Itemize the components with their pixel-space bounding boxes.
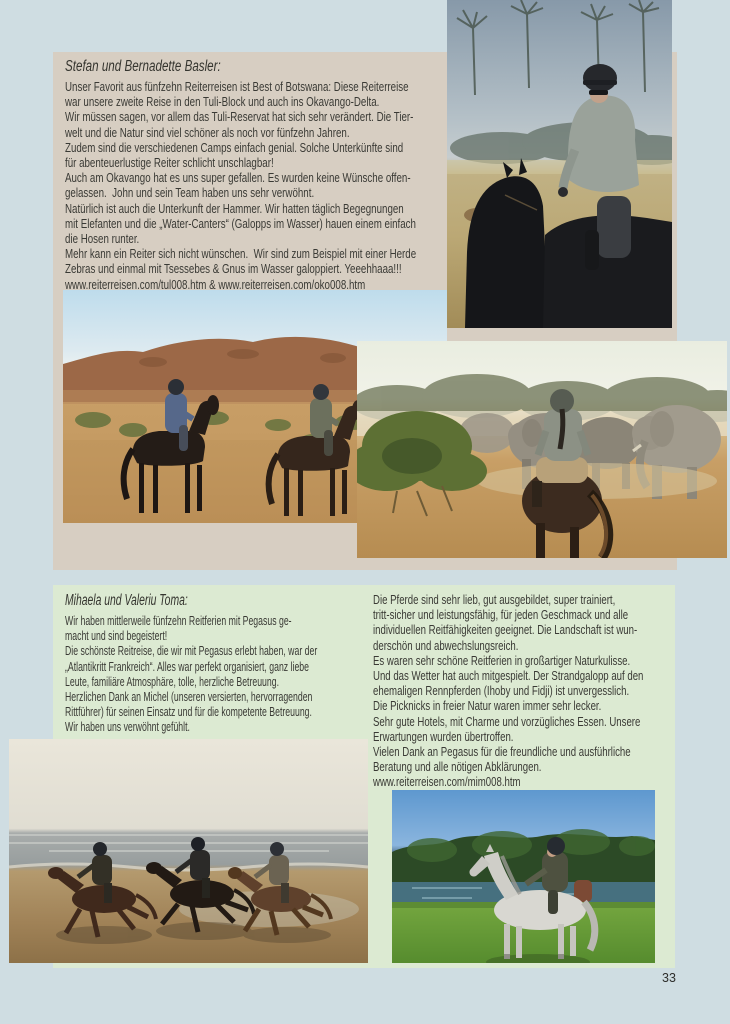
toma-url-link[interactable]: www.reiterreisen.com/mim008.htm: [373, 774, 521, 790]
body-line: Auch am Okavango hat es uns super gefallen. Es wurden keine Wünsche offen-: [65, 170, 411, 186]
body-line: derschön und abwechslungsreich.: [373, 637, 519, 653]
body-line: Die Pferde sind sehr lieb, gut ausgebildet, super trainiert,: [373, 592, 616, 607]
testimonial-toma-right-column: [373, 592, 643, 790]
body-line: Rittführer) für seinen Einsatz und für die kompetente Betreuung.: [65, 704, 312, 720]
body-line: tritt-sicher und leistungsfähig, für jeden Geschmack und alle: [373, 607, 629, 623]
body-line: Vielen Dank an Pegasus für die freundliche und ausführliche: [373, 744, 631, 760]
body-line: welt und die Natur sind viel schöner als noch vor fünfzehn Jahren.: [65, 124, 350, 140]
body-line: Leute, familiäre Atmosphäre, tolle, herzliche Betreuung.: [65, 673, 280, 689]
testimonial-botswana: [65, 58, 416, 292]
body-line: gelassen. John und sein Team haben uns sehr verwöhnt.: [65, 185, 315, 201]
body-line: Unser Favorit aus fünfzehn Reiterreisen ist Best of Botswana: Diese Reiterreise: [65, 79, 409, 94]
body-line: individuellen Reitfähigkeiten geeignet. Die Landschaft ist wun-: [373, 622, 638, 638]
testimonial-botswana-heading: Stefan und Bernadette Basler:: [65, 58, 221, 75]
elephant-encounter-photo: [357, 341, 727, 558]
body-line: macht und sind begeistert!: [65, 628, 168, 644]
body-line: Zebras und einmal mit Tsessebes & Gnus im Wasser galoppiert. Yeeehhaaa!!!: [65, 261, 402, 277]
body-line: ehemaligen Rennpferden (Ihoby und Fidji) ist unvergesslich.: [373, 683, 630, 699]
body-line: Herzlichen Dank an Michel (unseren versierten, hervorragenden: [65, 689, 313, 705]
lake-grey-horse-photo: [392, 790, 655, 963]
body-line: Und das Wetter hat auch mitgespielt. Der Strandgalopp auf den: [373, 668, 644, 684]
body-line: Wir haben uns verwöhnt gefühlt.: [65, 719, 190, 735]
black-horse-portrait-photo: [447, 0, 672, 328]
body-line: Mehr kann ein Reiter sich nicht wünschen. Wir sind zum Beispiel mit einer Herde: [65, 246, 417, 262]
testimonial-toma-left-column: [65, 592, 317, 735]
body-line: Sehr gute Hotels, mit Charme und vorzügliches Essen. Unsere: [373, 713, 641, 729]
beach-gallop-photo: [9, 739, 368, 963]
body-line: Erwartungen wurden übertroffen.: [373, 728, 514, 744]
body-line: war unsere zweite Reise in den Tuli-Block und auch ins Okavango-Delta.: [65, 94, 380, 110]
body-line: Wir haben mittlerweile fünfzehn Reitferien mit Pegasus ge-: [65, 613, 292, 628]
body-line: mit Elefanten und die „Water-Canters“ (Galopps im Wasser) hauen einem einfach: [65, 215, 416, 231]
body-line: Natürlich ist auch die Unterkunft der Hammer. Wir hatten täglich Begegnungen: [65, 200, 404, 216]
body-line: Beratung und alle nötigen Abklärungen.: [373, 759, 542, 775]
testimonial-toma-heading: Mihaela und Valeriu Toma:: [65, 592, 188, 609]
body-line: Die schönste Reitreise, die wir mit Pegasus erlebt haben, war der: [65, 643, 318, 659]
body-line: Zudem sind die verschiedenen Camps einfach genial. Solche Unterkünfte sind: [65, 139, 404, 155]
page-number: 33: [662, 971, 676, 985]
botswana-url-links[interactable]: www.reiterreisen.com/tul008.htm & www.reiterreisen.com/oko008.htm: [65, 276, 366, 292]
body-line: Wir müssen sagen, vor allem das Tuli-Reservat hat sich sehr verändert. Die Tier-: [65, 109, 414, 125]
body-line: für abenteuerlustige Reiter schlicht unschlagbar!: [65, 155, 274, 171]
body-line: die Hosen runter.: [65, 231, 140, 247]
body-line: Es waren sehr schöne Reitferien in großartiger Naturkulisse.: [373, 652, 631, 668]
body-line: Die Picknicks in freier Natur waren immer sehr lecker.: [373, 698, 602, 714]
body-line: „Atlantikritt Frankreich“. Alles war perfekt organisiert, ganz liebe: [65, 658, 309, 674]
